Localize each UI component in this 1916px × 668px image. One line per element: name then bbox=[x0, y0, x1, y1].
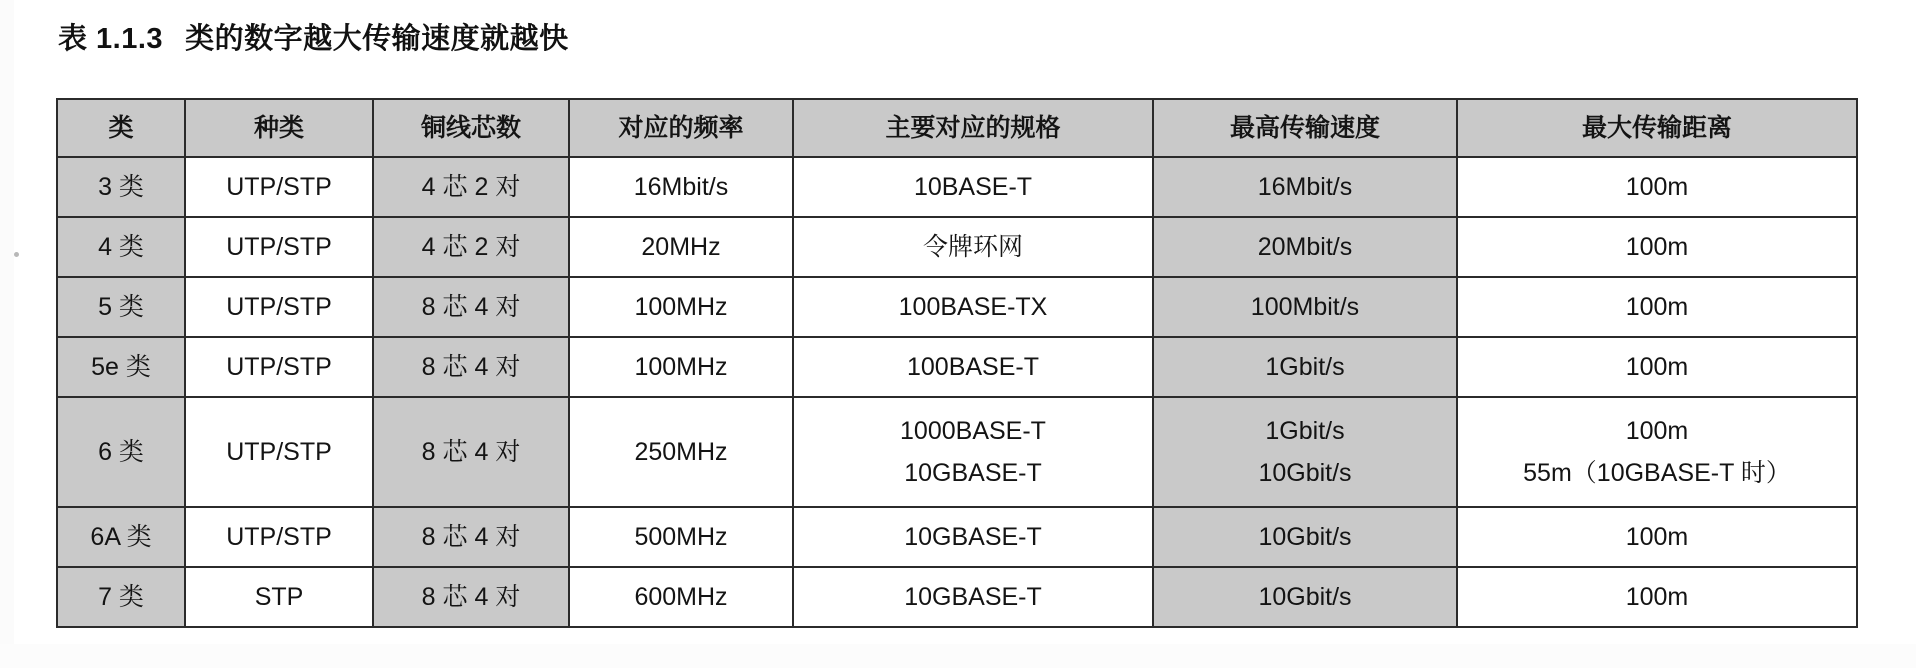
table-row bbox=[57, 337, 1857, 397]
cell-spec: 10GBASE-T bbox=[793, 567, 1153, 627]
column-header-distance: 最大传输距离 bbox=[1457, 99, 1857, 157]
cell-kind: UTP/STP bbox=[185, 157, 373, 217]
cell-speed: 1Gbit/s bbox=[1153, 337, 1457, 397]
cell-speed: 20Mbit/s bbox=[1153, 217, 1457, 277]
table-caption-text: 类的数字越大传输速度就越快 bbox=[185, 23, 569, 55]
table-caption bbox=[58, 16, 569, 57]
column-header-cores: 铜线芯数 bbox=[373, 99, 569, 157]
table-container bbox=[56, 98, 1856, 628]
cell-spec-line: 10GBASE-T bbox=[904, 459, 1042, 487]
cell-category: 3 类 bbox=[57, 157, 185, 217]
cell-kind: UTP/STP bbox=[185, 217, 373, 277]
column-header-category: 类 bbox=[57, 99, 185, 157]
cell-kind: UTP/STP bbox=[185, 337, 373, 397]
cell-kind: STP bbox=[185, 567, 373, 627]
cell-kind: UTP/STP bbox=[185, 397, 373, 507]
cell-spec bbox=[793, 397, 1153, 507]
cell-cores: 8 芯 4 对 bbox=[373, 567, 569, 627]
cell-cores: 8 芯 4 对 bbox=[373, 277, 569, 337]
column-header-kind: 种类 bbox=[185, 99, 373, 157]
cell-frequency: 16Mbit/s bbox=[569, 157, 793, 217]
column-header-speed: 最高传输速度 bbox=[1153, 99, 1457, 157]
cell-speed: 10Gbit/s bbox=[1153, 567, 1457, 627]
cell-speed-line: 1Gbit/s bbox=[1265, 417, 1345, 445]
table-row bbox=[57, 157, 1857, 217]
table-row bbox=[57, 277, 1857, 337]
cell-speed: 10Gbit/s bbox=[1153, 507, 1457, 567]
cell-distance: 100m bbox=[1457, 277, 1857, 337]
cell-speed bbox=[1153, 397, 1457, 507]
cell-cores: 8 芯 4 对 bbox=[373, 507, 569, 567]
cell-spec: 100BASE-TX bbox=[793, 277, 1153, 337]
cell-category: 5e 类 bbox=[57, 337, 185, 397]
cell-distance-line: 55m（10GBASE-T 时） bbox=[1523, 459, 1791, 487]
cell-distance-line: 100m bbox=[1625, 417, 1689, 445]
scan-speck-artifact bbox=[14, 252, 19, 257]
table-header-row bbox=[57, 99, 1857, 157]
cell-kind: UTP/STP bbox=[185, 507, 373, 567]
cell-speed-line: 10Gbit/s bbox=[1258, 459, 1352, 487]
cell-spec-line: 1000BASE-T bbox=[900, 417, 1046, 445]
cell-frequency: 600MHz bbox=[569, 567, 793, 627]
cell-speed: 100Mbit/s bbox=[1153, 277, 1457, 337]
cell-frequency: 20MHz bbox=[569, 217, 793, 277]
cell-cores: 4 芯 2 对 bbox=[373, 217, 569, 277]
cell-cores: 8 芯 4 对 bbox=[373, 337, 569, 397]
column-header-frequency: 对应的频率 bbox=[569, 99, 793, 157]
table-caption-number: 表 1.1.3 bbox=[58, 23, 164, 55]
cell-frequency: 100MHz bbox=[569, 337, 793, 397]
scan-bottom-artifact bbox=[0, 644, 1916, 668]
table-row bbox=[57, 507, 1857, 567]
cell-frequency: 250MHz bbox=[569, 397, 793, 507]
cell-spec: 100BASE-T bbox=[793, 337, 1153, 397]
table-row bbox=[57, 217, 1857, 277]
cell-distance: 100m bbox=[1457, 337, 1857, 397]
cable-category-table bbox=[56, 98, 1858, 628]
cell-speed: 16Mbit/s bbox=[1153, 157, 1457, 217]
cell-distance: 100m bbox=[1457, 217, 1857, 277]
cell-frequency: 500MHz bbox=[569, 507, 793, 567]
table-row bbox=[57, 397, 1857, 507]
cell-category: 6A 类 bbox=[57, 507, 185, 567]
cell-spec: 10BASE-T bbox=[793, 157, 1153, 217]
cell-frequency: 100MHz bbox=[569, 277, 793, 337]
cell-spec: 令牌环网 bbox=[793, 217, 1153, 277]
table-row bbox=[57, 567, 1857, 627]
cell-kind: UTP/STP bbox=[185, 277, 373, 337]
column-header-spec: 主要对应的规格 bbox=[793, 99, 1153, 157]
table-body bbox=[57, 157, 1857, 627]
cell-cores: 4 芯 2 对 bbox=[373, 157, 569, 217]
cell-category: 5 类 bbox=[57, 277, 185, 337]
table-header bbox=[57, 99, 1857, 157]
cell-category: 7 类 bbox=[57, 567, 185, 627]
cell-category: 6 类 bbox=[57, 397, 185, 507]
cell-distance: 100m bbox=[1457, 567, 1857, 627]
cell-distance bbox=[1457, 397, 1857, 507]
cell-category: 4 类 bbox=[57, 217, 185, 277]
cell-distance: 100m bbox=[1457, 507, 1857, 567]
scan-edge-artifact bbox=[0, 0, 14, 668]
cell-distance: 100m bbox=[1457, 157, 1857, 217]
cell-spec: 10GBASE-T bbox=[793, 507, 1153, 567]
cell-cores: 8 芯 4 对 bbox=[373, 397, 569, 507]
